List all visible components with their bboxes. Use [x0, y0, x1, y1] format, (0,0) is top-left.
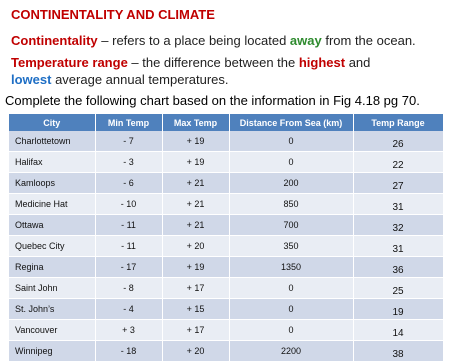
max-temp-cell: + 20	[162, 236, 229, 257]
temp-range-cell: 14	[353, 320, 443, 341]
continentality-text-before: – refers to a place being located	[97, 33, 290, 48]
temperature-range-definition-line1	[11, 55, 370, 71]
city-cell: St. John’s	[9, 299, 95, 320]
min-temp-cell: - 3	[95, 152, 162, 173]
distance-cell: 700	[229, 215, 353, 236]
header-distance-from-sea: Distance From Sea (km)	[229, 114, 353, 131]
distance-cell: 1350	[229, 257, 353, 278]
distance-cell: 0	[229, 131, 353, 152]
page-title: CONTINENTALITY AND CLIMATE	[11, 7, 215, 22]
city-cell: Halifax	[9, 152, 95, 173]
lowest-word: lowest	[11, 72, 52, 87]
temp-range-cell: 27	[353, 173, 443, 194]
temp-range-cell: 31	[353, 236, 443, 257]
max-temp-cell: + 17	[162, 320, 229, 341]
distance-cell: 200	[229, 173, 353, 194]
temp-range-cell: 38	[353, 341, 443, 362]
continentality-definition	[11, 33, 416, 49]
max-temp-cell: + 19	[162, 257, 229, 278]
min-temp-cell: - 18	[95, 341, 162, 362]
max-temp-cell: + 21	[162, 173, 229, 194]
city-cell: Kamloops	[9, 173, 95, 194]
temp-range-cell: 26	[353, 131, 443, 152]
distance-cell: 850	[229, 194, 353, 215]
table-row	[9, 320, 443, 341]
min-temp-cell: - 7	[95, 131, 162, 152]
min-temp-cell: - 10	[95, 194, 162, 215]
min-temp-cell: - 6	[95, 173, 162, 194]
table-row	[9, 194, 443, 215]
max-temp-cell: + 19	[162, 152, 229, 173]
temperature-range-text-and: and	[345, 55, 371, 70]
max-temp-cell: + 15	[162, 299, 229, 320]
temp-range-cell: 19	[353, 299, 443, 320]
temperature-table	[9, 114, 444, 362]
min-temp-cell: - 11	[95, 236, 162, 257]
table-row	[9, 131, 443, 152]
city-cell: Quebec City	[9, 236, 95, 257]
min-temp-cell: - 11	[95, 215, 162, 236]
instruction-text: Complete the following chart based on the information in Fig 4.18 pg 70.	[5, 93, 420, 108]
header-max-temp: Max Temp	[162, 114, 229, 131]
city-cell: Medicine Hat	[9, 194, 95, 215]
distance-cell: 0	[229, 320, 353, 341]
city-cell: Regina	[9, 257, 95, 278]
min-temp-cell: + 3	[95, 320, 162, 341]
distance-cell: 0	[229, 299, 353, 320]
distance-cell: 350	[229, 236, 353, 257]
continentality-emphasis: away	[289, 33, 322, 48]
temp-range-cell: 32	[353, 215, 443, 236]
city-cell: Saint John	[9, 278, 95, 299]
temp-range-cell: 31	[353, 194, 443, 215]
city-cell: Vancouver	[9, 320, 95, 341]
table-row	[9, 257, 443, 278]
table-row	[9, 278, 443, 299]
table-row	[9, 341, 443, 362]
city-cell: Ottawa	[9, 215, 95, 236]
header-min-temp: Min Temp	[95, 114, 162, 131]
header-temp-range: Temp Range	[353, 114, 443, 131]
continentality-text-after: from the ocean.	[321, 33, 416, 48]
temperature-range-definition-line2	[11, 72, 229, 88]
table-row	[9, 215, 443, 236]
table-row	[9, 236, 443, 257]
table-row	[9, 152, 443, 173]
temp-range-cell: 22	[353, 152, 443, 173]
max-temp-cell: + 21	[162, 215, 229, 236]
city-cell: Winnipeg	[9, 341, 95, 362]
header-city: City	[9, 114, 95, 131]
max-temp-cell: + 17	[162, 278, 229, 299]
continentality-term: Continentality	[11, 33, 98, 48]
min-temp-cell: - 17	[95, 257, 162, 278]
min-temp-cell: - 4	[95, 299, 162, 320]
distance-cell: 0	[229, 278, 353, 299]
temperature-range-text-after: average annual temperatures.	[51, 72, 229, 87]
temperature-range-text-before: – the difference between the	[127, 55, 299, 70]
max-temp-cell: + 21	[162, 194, 229, 215]
table-row	[9, 299, 443, 320]
max-temp-cell: + 20	[162, 341, 229, 362]
temp-range-cell: 25	[353, 278, 443, 299]
distance-cell: 2200	[229, 341, 353, 362]
table-header-row	[9, 114, 443, 131]
max-temp-cell: + 19	[162, 131, 229, 152]
table-row	[9, 173, 443, 194]
temp-range-cell: 36	[353, 257, 443, 278]
min-temp-cell: - 8	[95, 278, 162, 299]
highest-word: highest	[298, 55, 346, 70]
city-cell: Charlottetown	[9, 131, 95, 152]
distance-cell: 0	[229, 152, 353, 173]
temperature-range-term: Temperature range	[11, 55, 128, 70]
